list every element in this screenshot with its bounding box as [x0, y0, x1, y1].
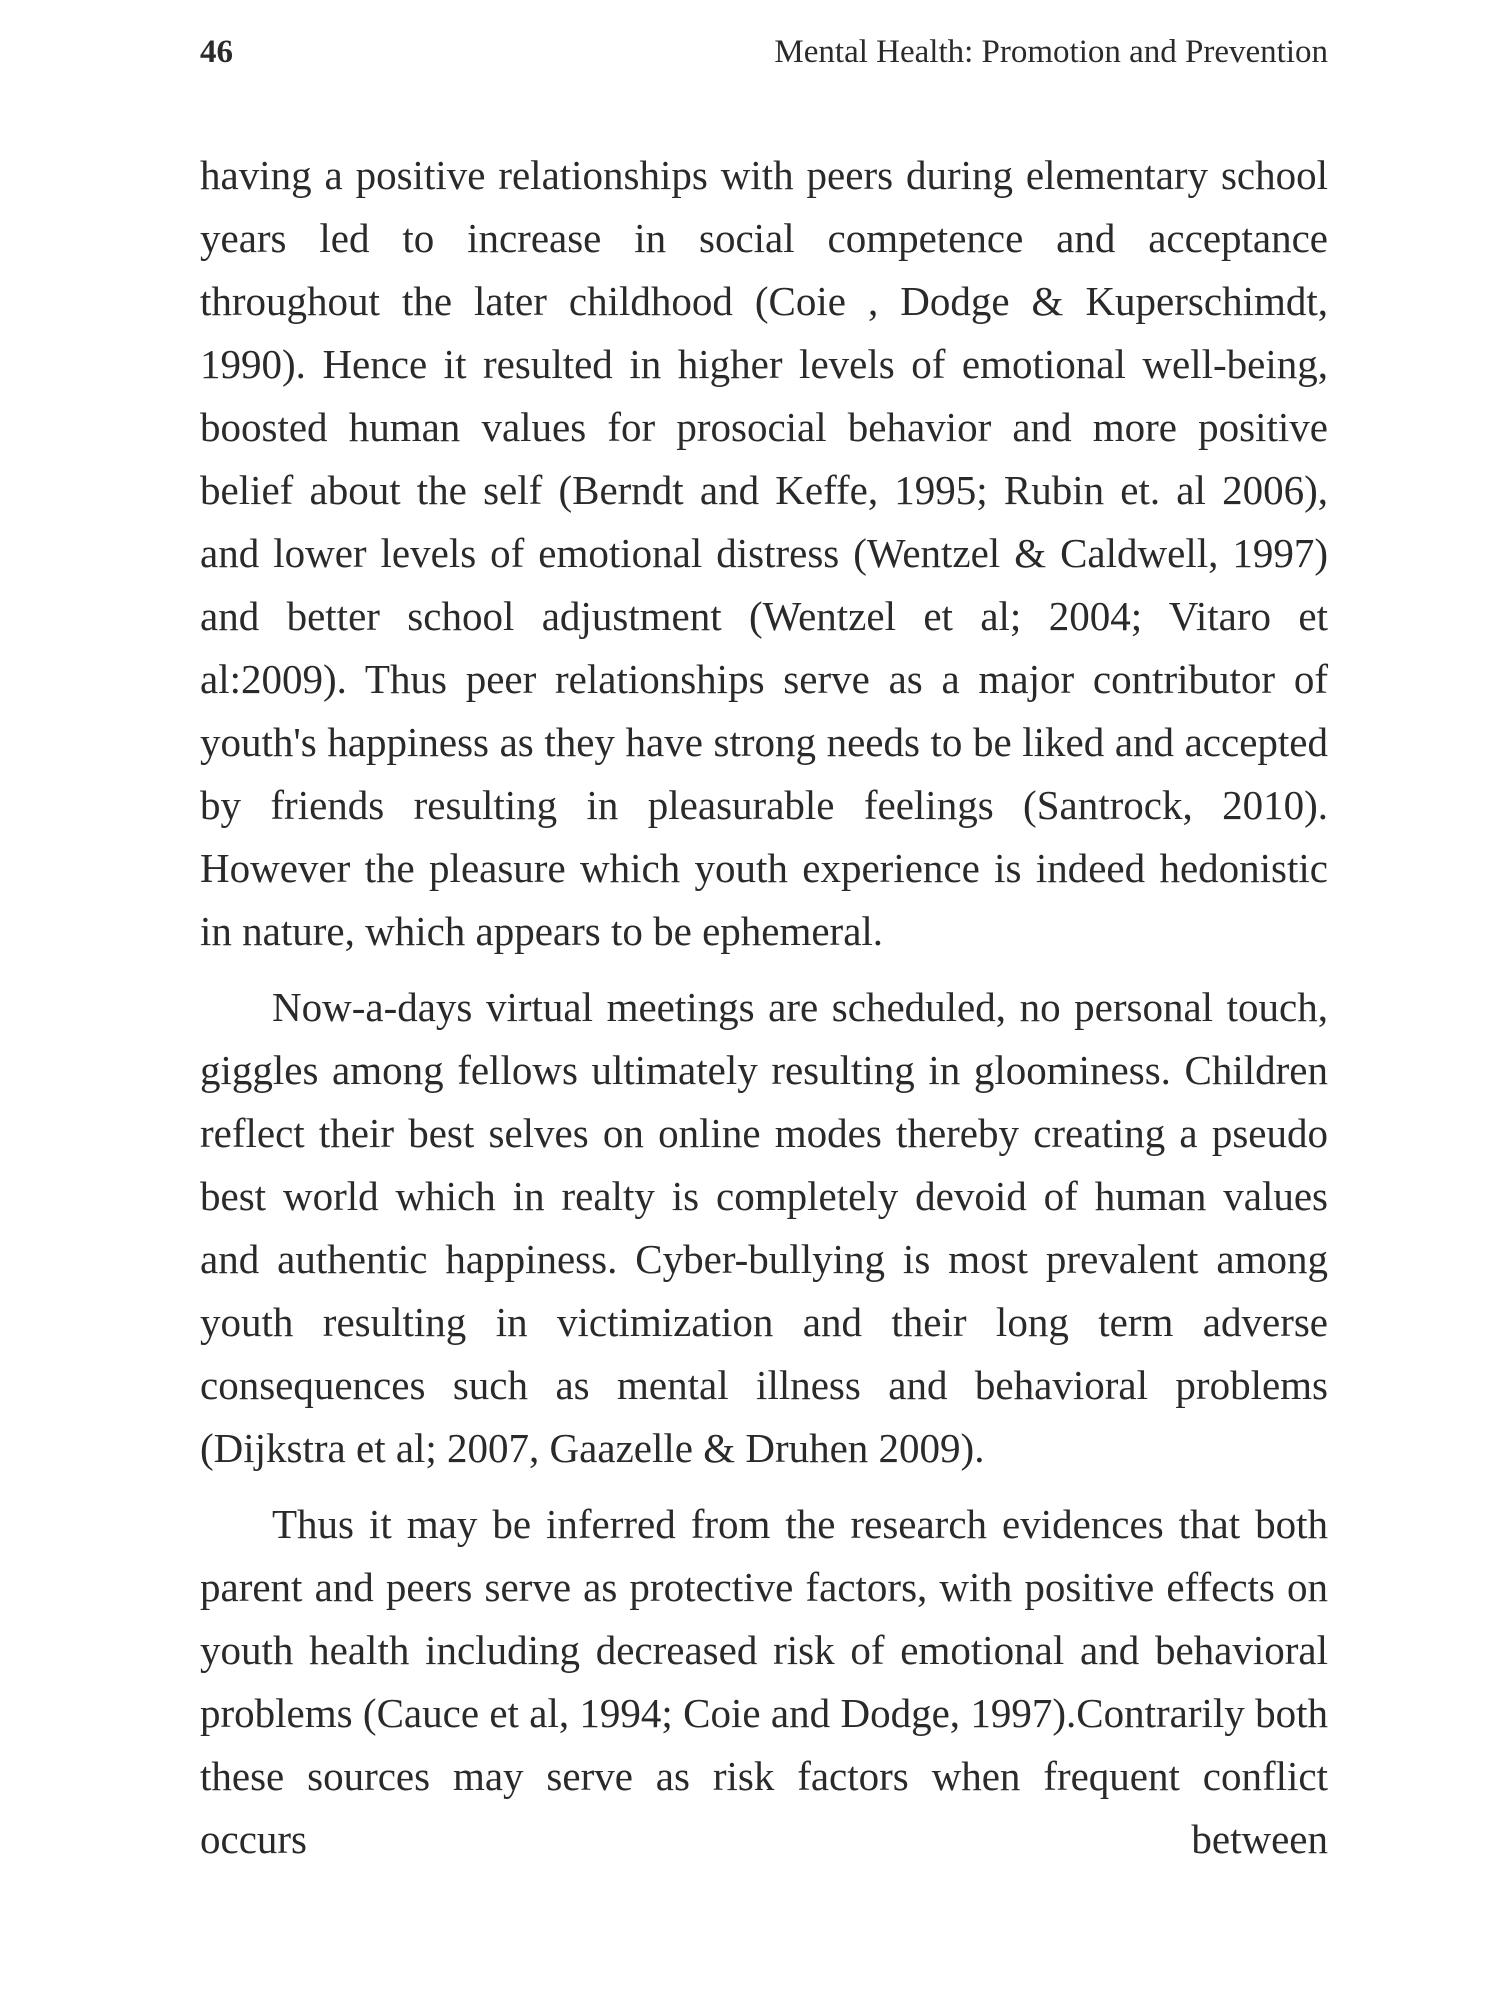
paragraph-protective-factors: Thus it may be inferred from the research evidences that both parent and peers serve as protective factors, with positive effects on youth health including decreased risk of emotional and behavioral problems (Cauce et al, 1994; Coie and Dodge, 1997).Contrarily both these sources may serve as risk factors when frequent conflict occurs between — [200, 1501, 1328, 1862]
running-title: Mental Health: Promotion and Prevention — [774, 34, 1328, 70]
paragraph-virtual-meetings: Now-a-days virtual meetings are scheduled, no personal touch, giggles among fellows ultimately resulting in gloominess. Children reflect their best selves on online modes thereby creating a pseudo best world which in realty is completely devoid of human values and authentic happiness. Cyber-bullying is most prevalent among youth resulting in victimization and their long term adverse consequences such as mental illness and behavioral problems (Dijkstra et al; 2007, Gaazelle & Druhen 2009). — [200, 984, 1328, 1471]
page-number: 46 — [200, 34, 233, 70]
body-text — [200, 144, 1328, 1884]
paragraph-peer-relationships: having a positive relationships with peers during elementary school years led to increase in social competence and acceptance throughout the later childhood (Coie , Dodge & Kuperschimdt, 1990). Hence it resulted in higher levels of emotional well-being, boosted human values for prosocial behavior and more positive belief about the self (Berndt and Keffe, 1995; Rubin et. al 2006), and lower levels of emotional distress (Wentzel & Caldwell, 1997) and better school adjustment (Wentzel et al; 2004; Vitaro et al:2009). Thus peer relationships serve as a major contributor of youth's happiness as they have strong needs to be liked and accepted by friends resulting in pleasurable feelings (Santrock, 2010). However the pleasure which youth experience is indeed hedonistic in nature, which appears to be ephemeral. — [200, 152, 1328, 954]
page-header — [200, 30, 1328, 74]
